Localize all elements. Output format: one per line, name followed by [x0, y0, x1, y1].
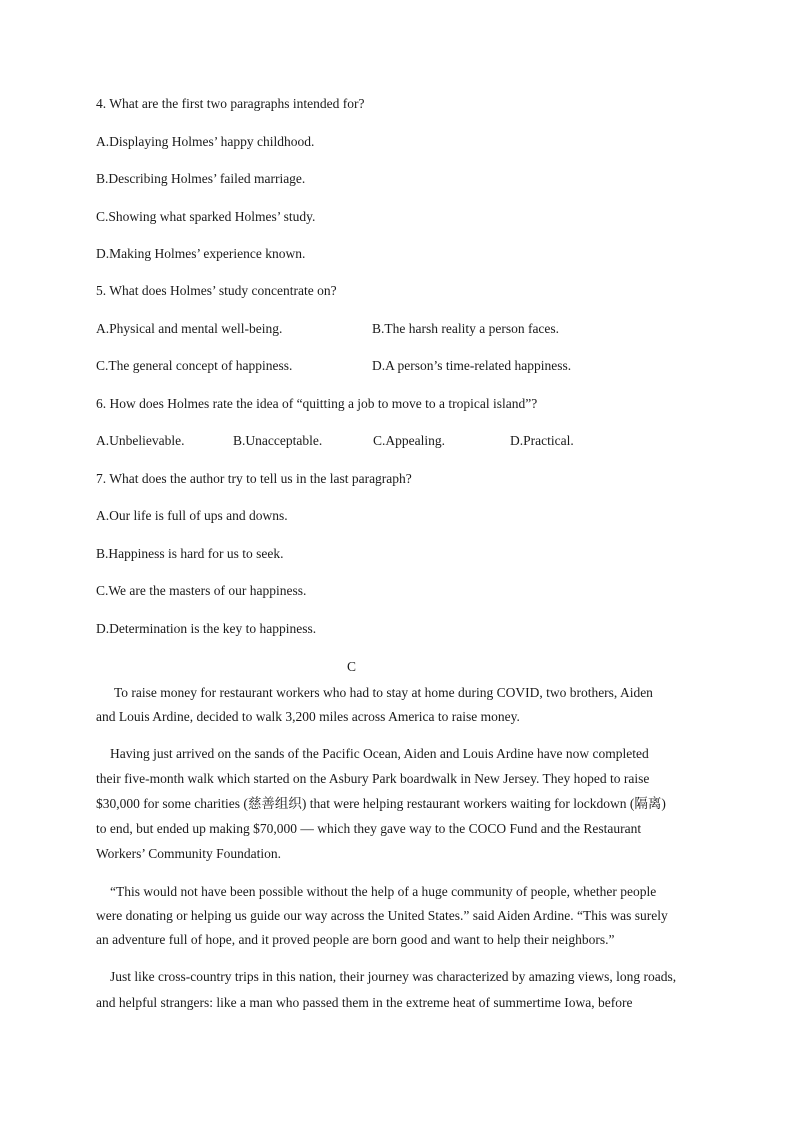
- question-4-option-a: A.Displaying Holmes’ happy childhood.: [96, 134, 315, 149]
- question-6-option-d: D.Practical.: [510, 433, 574, 448]
- paragraph-line: “This would not have been possible without the help of a huge community of people, whether people: [110, 884, 657, 899]
- paragraph-line: To raise money for restaurant workers who had to stay at home during COVID, two brothers, Aiden: [114, 685, 653, 700]
- paragraph-line: and Louis Ardine, decided to walk 3,200 miles across America to raise money.: [96, 709, 520, 724]
- question-5-options-row-2: [96, 358, 696, 374]
- question-5-option-a: A.Physical and mental well-being.: [96, 321, 283, 336]
- question-7-stem: 7. What does the author try to tell us in the last paragraph?: [96, 471, 412, 486]
- paragraph-line: $30,000 for some charities (慈善组织) that were helping restaurant workers waiting for lockdown (隔离): [96, 796, 666, 811]
- section-heading: C: [347, 659, 357, 674]
- question-5-stem: 5. What does Holmes’ study concentrate on?: [96, 283, 337, 298]
- paragraph-line: an adventure full of hope, and it proved people are born good and want to help their neighbors.”: [96, 932, 615, 947]
- paragraph-line: Just like cross-country trips in this nation, their journey was characterized by amazing views, long roads,: [110, 969, 677, 984]
- question-7-option-d: D.Determination is the key to happiness.: [96, 621, 317, 636]
- question-7-option-a: A.Our life is full of ups and downs.: [96, 508, 288, 523]
- question-6-option-a: A.Unbelievable.: [96, 433, 185, 448]
- question-5-option-c: C.The general concept of happiness.: [96, 358, 293, 373]
- question-7-option-b: B.Happiness is hard for us to seek.: [96, 546, 284, 561]
- paragraph-line: their five-month walk which started on the Asbury Park boardwalk in New Jersey. They hoped to raise: [96, 771, 650, 786]
- paragraph-line: Workers’ Community Foundation.: [96, 846, 282, 861]
- paragraph-line: and helpful strangers: like a man who passed them in the extreme heat of summertime Iowa, before: [96, 995, 633, 1010]
- question-4-stem: 4. What are the first two paragraphs intended for?: [96, 96, 365, 111]
- paragraph-line: were donating or helping us guide our way across the United States.” said Aiden Ardine. “This was surely: [96, 908, 668, 923]
- paragraph-line: to end, but ended up making $70,000 — which they gave way to the COCO Fund and the Restaurant: [96, 821, 642, 836]
- question-4-option-d: D.Making Holmes’ experience known.: [96, 246, 306, 261]
- paragraph-line: Having just arrived on the sands of the Pacific Ocean, Aiden and Louis Ardine have now completed: [110, 746, 649, 761]
- question-6-stem: 6. How does Holmes rate the idea of “quitting a job to move to a tropical island”?: [96, 396, 538, 411]
- question-5-option-b: B.The harsh reality a person faces.: [372, 321, 560, 336]
- question-4-option-c: C.Showing what sparked Holmes’ study.: [96, 209, 316, 224]
- question-6-option-b: B.Unacceptable.: [233, 433, 323, 448]
- question-6-options-row: [96, 433, 696, 449]
- question-7-option-c: C.We are the masters of our happiness.: [96, 583, 307, 598]
- question-6-option-c: C.Appealing.: [373, 433, 445, 448]
- question-5-option-d: D.A person’s time-related happiness.: [372, 358, 572, 373]
- question-4-option-b: B.Describing Holmes’ failed marriage.: [96, 171, 306, 186]
- question-5-options-row-1: [96, 321, 696, 337]
